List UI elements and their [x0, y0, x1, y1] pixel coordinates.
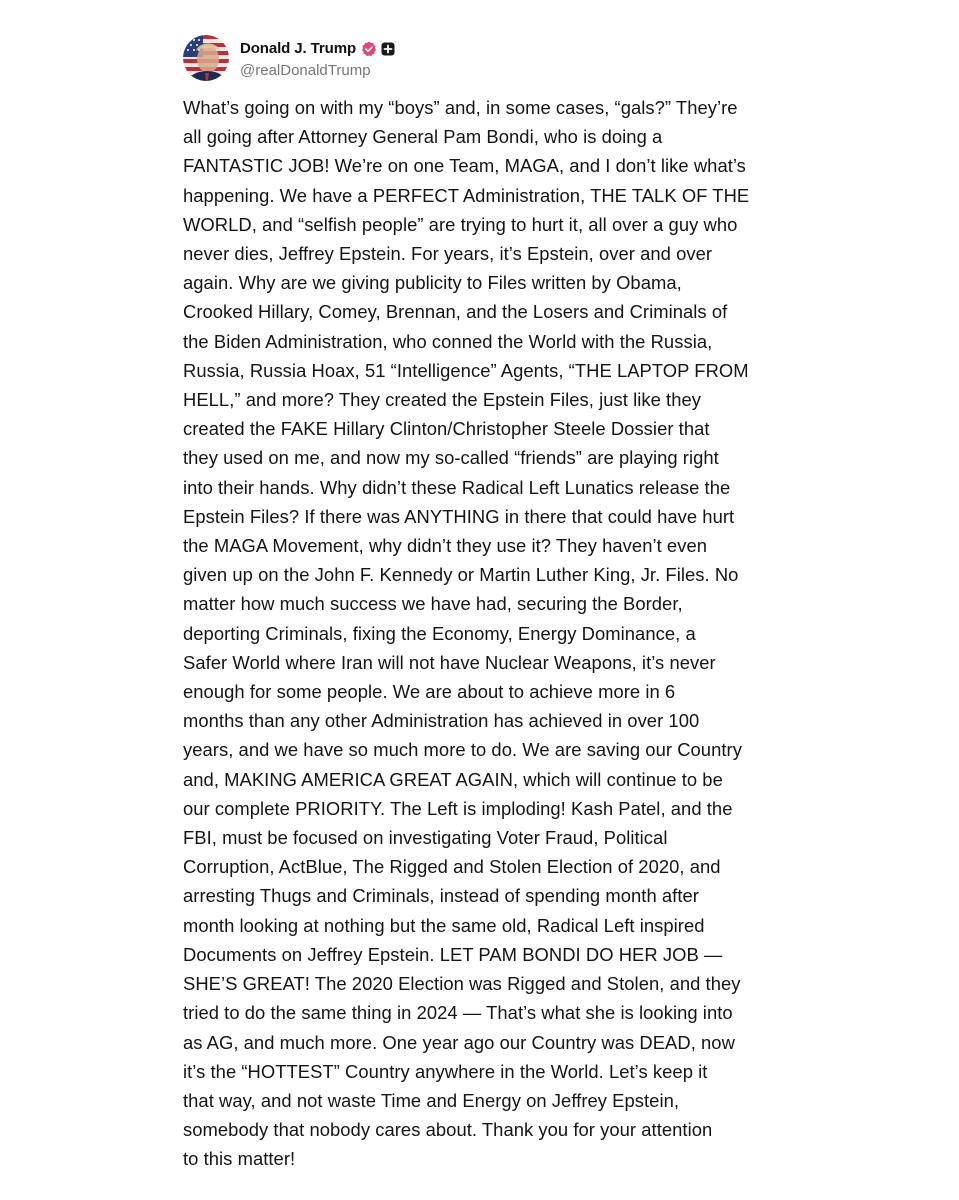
avatar-flag-portrait — [183, 35, 229, 81]
verified-badge-icon — [361, 41, 377, 57]
author-names — [240, 38, 395, 79]
author-display-name[interactable]: Donald J. Trump — [240, 40, 357, 57]
post-body-text: What’s going on with my “boys” and, in some cases, “gals?” They’re all going after Attorney General Pam Bondi, who is doing a FANTASTIC JOB! We’re on one Team, MAGA, and I don’t like what’s happening. We have a PERFECT Administration, THE TALK OF THE WORLD, and “selfish people” are trying to hurt it, all over a guy who never dies, Jeffrey Epstein. For years, it’s Epstein, over and over again. Why are we giving publicity to Files written by Obama, Crooked Hillary, Comey, Brennan, and the Losers and Criminals of the Biden Administration, who conned the World with the Russia, Russia, Russia Hoax, 51 “Intelligence” Agents, “THE LAPTOP FROM HELL,” and more? They created the Epstein Files, just like they created the FAKE Hillary Clinton/Christopher Steele Dossier that they used on me, and now my so-called “friends” are playing right into their hands. Why didn’t these Radical Left Lunatics release the Epstein Files? If there was ANYTHING in there that could have hurt the MAGA Movement, why didn’t they use it? They haven’t even given up on the John F. Kennedy or Martin Luther King, Jr. Files. No matter how much success we have had, securing the Border, deporting Criminals, fixing the Economy, Energy Dominance, a Safer World where Iran will not have Nuclear Weapons, it’s never enough for some people. We are about to achieve more in 6 months than any other Administration has achieved in over 100 years, and we have so much more to do. We are saving our Country and, MAKING AMERICA GREAT AGAIN, which will continue to be our complete PRIORITY. The Left is imploding! Kash Patel, and the FBI, must be focused on investigating Voter Fraud, Political Corruption, ActBlue, The Rigged and Stolen Election of 2020, and arresting Thugs and Criminals, instead of spending month after month looking at nothing but the same old, Radical Left inspired Documents on Jeffrey Epstein. LET PAM BONDI DO HER JOB — SHE’S GREAT! The 2020 Election was Rigged and Stolen, and they tried to do the same thing in 2024 — That’s what she is looking into as AG, and much more. One year ago our Country was DEAD, now it’s the “HOTTEST” Country anywhere in the World. Let’s keep it that way, and not waste Time and Energy on Jeffrey Epstein, somebody that nobody cares about. Thank you for your attention to this matter! — [183, 97, 750, 1170]
avatar[interactable] — [183, 35, 229, 81]
post-header — [183, 32, 813, 84]
plus-badge-icon — [381, 42, 395, 56]
author-name-row — [240, 38, 395, 60]
author-handle[interactable]: @realDonaldTrump — [240, 61, 371, 79]
post-card — [183, 32, 813, 1174]
